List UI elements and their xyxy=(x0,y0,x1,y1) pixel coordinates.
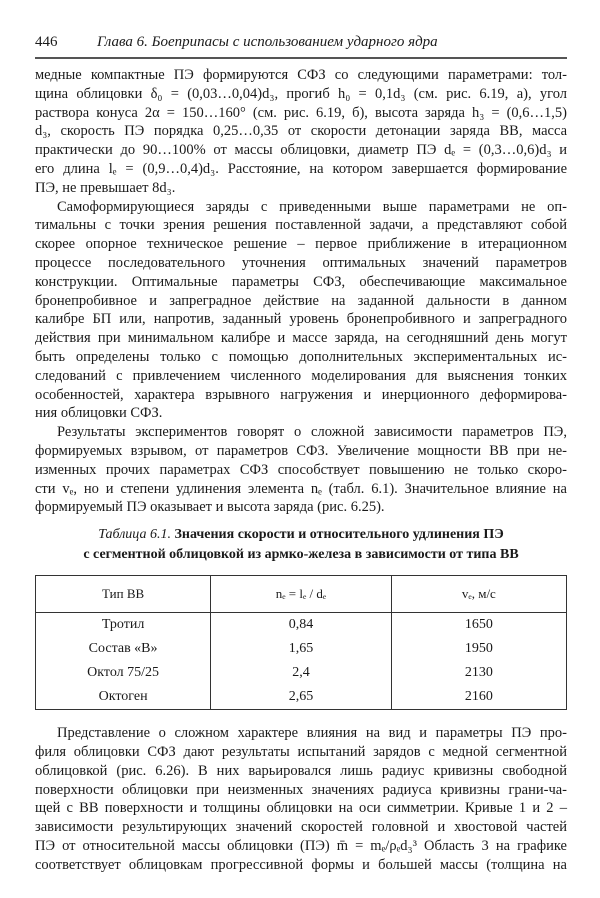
text-line: его длина lₑ = (0,9…0,4)d₃. Расстояние, на котором завершается формирование xyxy=(35,160,567,177)
text-line: Самоформирующиеся заряды с приведенными выше параметрами не оп- xyxy=(57,198,567,215)
cell-type: Октоген xyxy=(36,685,211,710)
text-line: действия при минимальном калибре и массе заряда, на сегодняшний день могут xyxy=(35,330,567,347)
text-line: медные компактные ПЭ формируются СФЗ со следующими параметрами: тол- xyxy=(35,67,567,83)
text-line: филя облицовки СФЗ дают результаты испытаний зарядов с медной сегментной xyxy=(35,743,567,760)
page-number: 446 xyxy=(35,34,58,50)
text-line: быть определены только с помощью дополнительных экспериментальных ис- xyxy=(35,348,567,365)
text-line: скорее опорное техническое решение – первое приближение в итерационном xyxy=(35,236,567,253)
cell-elongation: 2,4 xyxy=(211,661,392,685)
column-header-elongation: nₑ = lₑ / dₑ xyxy=(211,576,392,613)
paragraph-1 xyxy=(35,66,567,198)
paragraph-4 xyxy=(35,724,567,874)
text-line: облицовкой (рис. 6.26). В них варьировался лишь радиус кривизны свободной xyxy=(35,762,567,779)
text-line: ПЭ от относительной массы облицовки (ПЭ) m̄ = mₑ/ρₑd₃³ Область 3 на графике xyxy=(35,837,567,854)
running-header xyxy=(35,32,567,54)
text-line: Представление о сложном характере влияния на вид и параметры ПЭ про- xyxy=(57,725,567,742)
cell-elongation: 2,65 xyxy=(211,685,392,710)
paragraph-2 xyxy=(35,198,567,424)
text-line: ния облицовки СФЗ. xyxy=(35,405,163,422)
text-line: Результаты экспериментов говорят о сложной зависимости параметров ПЭ, xyxy=(57,424,567,441)
page-content xyxy=(35,66,567,875)
table-row xyxy=(36,613,567,638)
text-line: бронепробивное и запреградное действие на заданной дальности в данном xyxy=(35,292,567,309)
table-row xyxy=(36,661,567,685)
cell-velocity: 1950 xyxy=(391,637,566,661)
paragraph-3 xyxy=(35,423,567,517)
text-line: раствора конуса 2α = 150…160° (см. рис. 6.19, б), высота заряда h₃ = (0,6…1,5) xyxy=(35,104,567,121)
text-line: тимальны с точки зрения решения поставленной задачи, а представляют собой xyxy=(35,217,567,234)
data-table xyxy=(35,575,567,710)
cell-velocity: 2160 xyxy=(391,685,566,710)
column-header-velocity: vₑ, м/с xyxy=(391,576,566,613)
text-line: соответствует облицовкам прогрессивной формы и большей массы (толщина на xyxy=(35,856,567,873)
table-caption xyxy=(35,525,567,565)
table-caption-label: Таблица 6.1. xyxy=(98,527,171,543)
text-line: процессе последовательного уточнения оптимальных значений параметров xyxy=(35,254,567,271)
chapter-title: Глава 6. Боеприпасы с использованием ударного ядра xyxy=(97,34,438,50)
text-line: конструкции. Оптимальные параметры СФЗ, обеспечивающие максимальное xyxy=(35,273,567,290)
text-line: ПЭ, не превышает 8d₃. xyxy=(35,179,176,196)
text-line: особенностей, характера взрывного нагружения и инерционного деформирова- xyxy=(35,386,567,403)
text-line: поверхности облицовки при неизменных значениях радиуса кривизны грани-ча- xyxy=(35,781,567,798)
cell-elongation: 1,65 xyxy=(211,637,392,661)
text-line: изменных прочих параметрах СФЗ способствует повышению не только скоро- xyxy=(35,461,567,478)
header-rule xyxy=(35,57,567,59)
cell-velocity: 2130 xyxy=(391,661,566,685)
table-header-row xyxy=(36,576,567,613)
text-line: d₃, скорость ПЭ порядка 0,25…0,35 от скорости детонации заряда ВВ, масса xyxy=(35,123,567,140)
table-row xyxy=(36,685,567,710)
text-line: практически до 90…100% от массы облицовки, диаметр ПЭ dₑ = (0,3…0,6)d₃ и xyxy=(35,142,567,159)
column-header-type: Тип ВВ xyxy=(36,576,211,613)
text-line: щей с ВВ поверхности и толщины облицовки на оси симметрии. Кривые 1 и 2 – xyxy=(35,800,567,817)
text-line: калибре БП или, напротив, заданный уровень бронепробивного и запреградного xyxy=(35,311,567,328)
cell-type: Состав «В» xyxy=(36,637,211,661)
table-caption-line2: с сегментной облицовкой из армко-железа в зависимости от типа ВВ xyxy=(83,547,519,563)
text-line: формируемых взрывом, от параметров СФЗ. Увеличение мощности ВВ при не- xyxy=(35,442,567,459)
cell-velocity: 1650 xyxy=(391,613,566,638)
text-line: следований с привлечением численного моделирования для выяснения тонких xyxy=(35,367,567,384)
cell-type: Тротил xyxy=(36,613,211,638)
text-line: щина облицовки δ₀ = (0,03…0,04)d₃, прогиб h₀ = 0,1d₃ (см. рис. 6.19, а), угол xyxy=(35,85,567,102)
cell-elongation: 0,84 xyxy=(211,613,392,638)
cell-type: Октол 75/25 xyxy=(36,661,211,685)
table-caption-line1: Значения скорости и относительного удлинения ПЭ xyxy=(174,527,504,543)
table-row xyxy=(36,637,567,661)
text-line: формируемый ПЭ оказывает и высота заряда (рис. 6.25). xyxy=(35,499,385,516)
text-line: сти vₑ, но и степени удлинения элемента nₑ (табл. 6.1). Значительное влияние на xyxy=(35,480,567,497)
text-line: зависимости результирующих значений скоростей головной и хвостовой частей xyxy=(35,819,567,836)
